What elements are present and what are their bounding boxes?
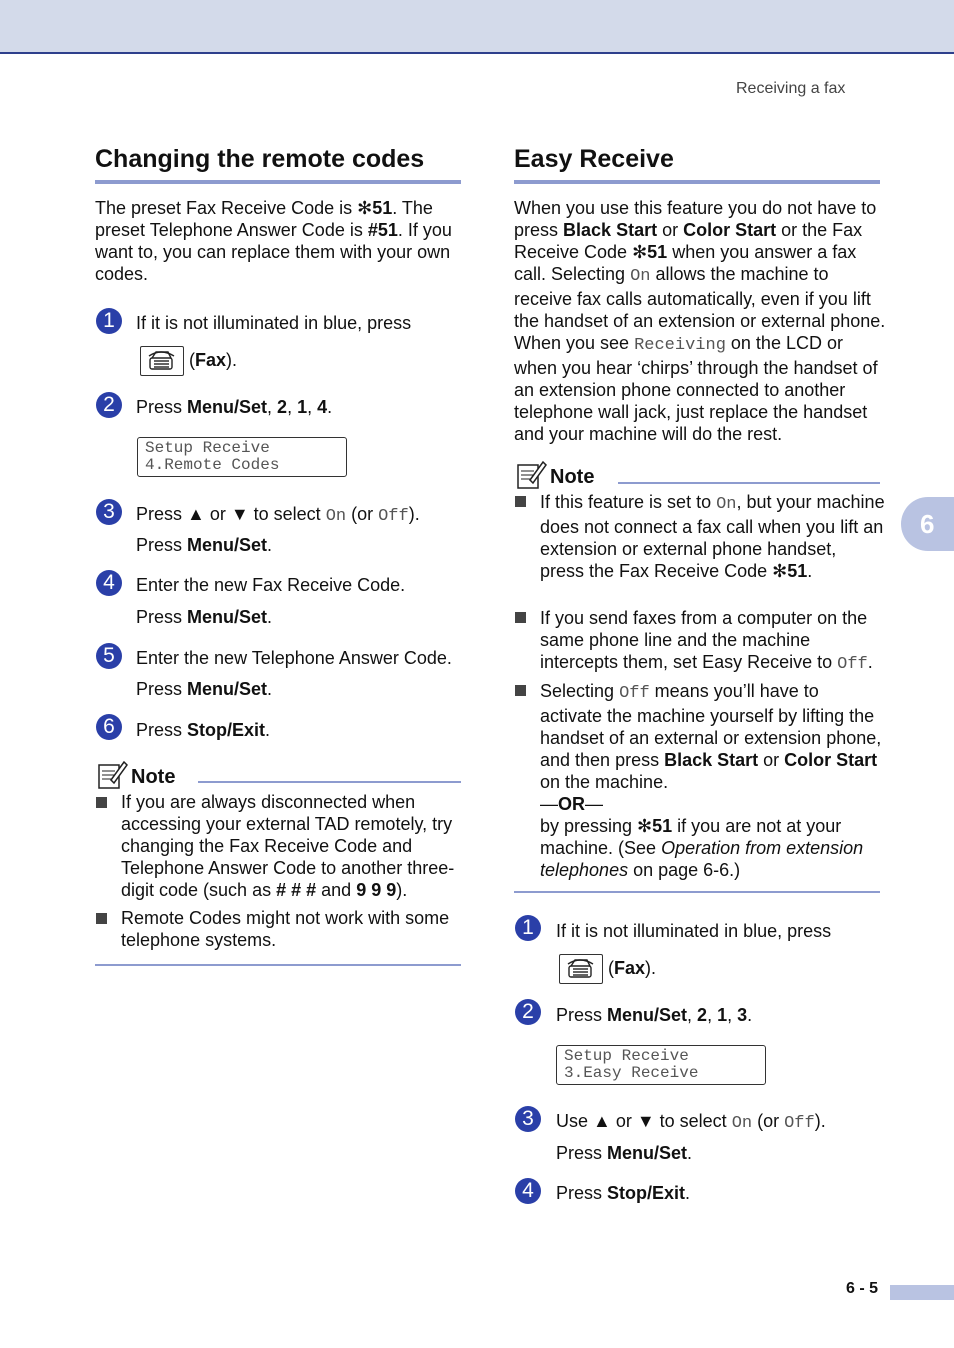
left-step-2-text: Press Menu/Set, 2, 1, 4.	[136, 397, 333, 417]
right-note-title: Note	[550, 466, 595, 488]
left-intro: The preset Fax Receive Code is ✻51. The preset Telephone Answer Code is #51. If you want to, you can replace them with your own codes.	[95, 198, 452, 284]
step-number-6: 6	[96, 714, 122, 740]
right-note-rule	[618, 482, 880, 484]
page-number: 6 - 5	[846, 1280, 879, 1297]
right-step-3-sub: Press Menu/Set.	[556, 1143, 693, 1163]
step-number-4: 4	[515, 1178, 541, 1204]
left-step-1-text: If it is not illuminated in blue, press	[136, 313, 412, 333]
right-intro: When you use this feature you do not have to press Black Start or Color Start or the Fax Receive Code ✻51 when you answer a fax call. Selecting On allows the machine to receive fax calls automatically, even if you lift the handset of an extension or external phone. When you see Receiving on the LCD or when you hear ‘chirps’ through the handset of an extension phone connected to another telephone wall jack, just replace the handset and your machine will do the rest.	[514, 198, 886, 444]
right-step-1-fax: (Fax).	[608, 958, 657, 978]
right-step-2-text: Press Menu/Set, 2, 1, 3.	[556, 1005, 753, 1025]
step-number-3: 3	[96, 499, 122, 525]
fax-key-icon	[140, 346, 184, 376]
left-step-1-fax: (Fax).	[189, 350, 238, 370]
left-heading: Changing the remote codes	[95, 145, 425, 173]
right-heading-rule	[514, 180, 880, 184]
step-number-5: 5	[96, 643, 122, 669]
right-note-2: If you send faxes from a computer on the same phone line and the machine intercepts them, set Easy Receive to Off.	[540, 608, 873, 674]
right-step-1-text: If it is not illuminated in blue, press	[556, 921, 832, 941]
left-step-4-sub: Press Menu/Set.	[136, 607, 273, 627]
step-number-2: 2	[96, 392, 122, 418]
lcd-line-2: 4.Remote Codes	[145, 456, 280, 474]
footer-bar	[890, 1285, 954, 1300]
left-step-5-text: Enter the new Telephone Answer Code.	[136, 648, 452, 668]
right-note-end-rule	[514, 891, 880, 893]
left-note-title: Note	[131, 766, 176, 788]
left-step-5-sub: Press Menu/Set.	[136, 679, 273, 699]
left-end-rule	[95, 964, 461, 966]
right-heading: Easy Receive	[514, 145, 674, 173]
step-number-1: 1	[515, 915, 541, 941]
left-lcd-display	[137, 437, 347, 477]
left-heading-rule	[95, 180, 461, 184]
note-pencil-icon	[516, 458, 548, 490]
left-note-rule	[198, 781, 461, 783]
bullet-marker	[515, 685, 526, 696]
lcd-line-1: Setup Receive	[145, 439, 270, 457]
chapter-tab: 6	[901, 497, 954, 551]
right-note-3: Selecting Off means you’ll have to activate the machine yourself by lifting the handset of an external or extension phone, and then press Black Start or Color Start on the machine. —OR— by pressing ✻51 if you are not at your machine. (See Operation from extension telephones on page 6-6.)	[540, 681, 882, 880]
note-pencil-icon	[97, 758, 129, 790]
step-number-4: 4	[96, 570, 122, 596]
lcd-line-1: Setup Receive	[564, 1047, 689, 1065]
bullet-marker	[96, 913, 107, 924]
left-step-3-text: Press ▲ or ▼ to select On (or Off).	[136, 504, 420, 526]
bullet-marker	[515, 496, 526, 507]
bullet-marker	[515, 612, 526, 623]
step-number-2: 2	[515, 999, 541, 1025]
left-step-6-text: Press Stop/Exit.	[136, 720, 271, 740]
lcd-line-2: 3.Easy Receive	[564, 1064, 699, 1082]
fax-key-icon	[559, 954, 603, 984]
running-header: Receiving a fax	[736, 80, 846, 97]
top-banner	[0, 0, 954, 54]
left-step-3-sub: Press Menu/Set.	[136, 535, 273, 555]
left-step-4-text: Enter the new Fax Receive Code.	[136, 575, 406, 595]
bullet-marker	[96, 797, 107, 808]
step-number-1: 1	[96, 308, 122, 334]
right-step-4-text: Press Stop/Exit.	[556, 1183, 691, 1203]
right-step-3-text: Use ▲ or ▼ to select On (or Off).	[556, 1111, 826, 1133]
right-note-1: If this feature is set to On, but your machine does not connect a fax call when you lift an extension or external phone handset, press the Fax Receive Code ✻51.	[540, 492, 885, 581]
right-lcd-display	[556, 1045, 766, 1085]
left-note-2: Remote Codes might not work with some telephone systems.	[121, 908, 450, 950]
step-number-3: 3	[515, 1106, 541, 1132]
left-note-1: If you are always disconnected when accessing your external TAD remotely, try changing the Fax Receive Code and Telephone Answer Code to another three-digit code (such as # # # and 9 9 9).	[121, 792, 455, 900]
